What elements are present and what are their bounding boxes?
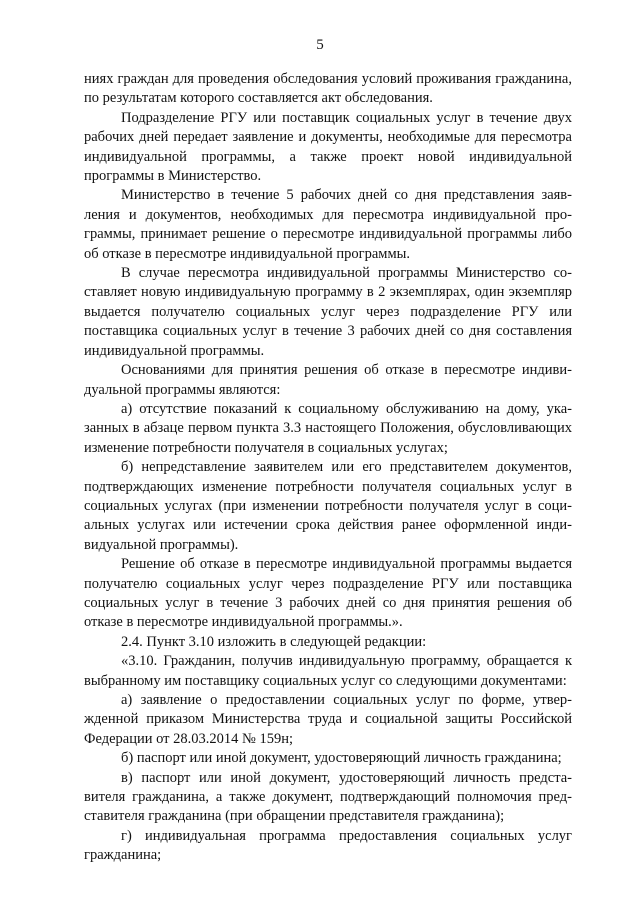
paragraph-doc-b: б) паспорт или иной документ, удостоверяющий личность гражданина; [121,750,562,767]
paragraph-doc-a: а) заявление о предоставлении социальных услуг по форме, утвержденной приказом Министерства труда и социальной защиты Российской Федерации от 28.03.2014 № 159н; [84,692,572,747]
paragraph-refusal-decision: Решение об отказе в пересмотре индивидуальной программы выдается получателю социальных услуг через подразделение РГУ или поставщика социальных услуг в течение 3 рабочих дней со дня принятия решения об отказе в пересмотре индивидуальной программы.». [84,556,572,631]
paragraph-doc-v: в) паспорт или иной документ, удостоверяющий личность представителя гражданина, а также документ, подтверждающий полномочия представителя гражданина (при обращении представителя гражданина); [84,769,572,825]
paragraph-item-a: а) отсутствие показаний к социальному обслуживанию на дому, указанных в абзаце первом пункта 3.3 настоящего Положения, обусловливающих изменение потребности получателя в социальных услугах; [84,400,572,456]
paragraph-refusal-grounds: Основаниями для принятия решения об отказе в пересмотре индивидуальной программы являются: [84,362,572,398]
document-body [84,70,572,866]
paragraph-rgu-transfer: Подразделение РГУ или поставщик социальных услуг в течение двух рабочих дней передает заявление и документы, необходимые для пересмотра индивидуальной программы, а также проект новой индивидуальной программы в Министерство. [84,109,572,185]
paragraph-clause-3-10: «3.10. Гражданин, получив индивидуальную программу, обращается к выбранному им поставщику социальных услуг со следующими документами: [84,653,572,689]
paragraph-ministry-decision: Министерство в течение 5 рабочих дней со дня представления заявления и документов, необходимых для пересмотра индивидуальной программы, принимает решение о пересмотре индивидуальной программы либо об отказе в пересмотре индивидуальной программы. [84,187,572,262]
paragraph-item-b: б) непредставление заявителем или его представителем документов, подтверждающих изменение потребности получателя социальных услуг в социальных услугах (при изменении потребности получателя услуг в социальных услугах или истечении срока действия ранее оформленной индивидуальной программы). [84,459,572,553]
paragraph-new-program: В случае пересмотра индивидуальной программы Министерство составляет новую индивидуальную программу в 2 экземплярах, один экземпляр выдается получателю социальных услуг через подразделение РГУ или поставщика социальных услуг в течение 3 рабочих дней со дня составления индивидуальной программы. [84,265,572,359]
page-number: 5 [316,37,324,53]
paragraph-continuation: ниях граждан для проведения обследования условий проживания гражданина, по результатам которого составляется акт обследования. [84,71,572,107]
paragraph-clause-2-4: 2.4. Пункт 3.10 изложить в следующей редакции: [121,633,427,650]
paragraph-doc-g: г) индивидуальная программа предоставления социальных услуг гражданина; [84,827,572,864]
